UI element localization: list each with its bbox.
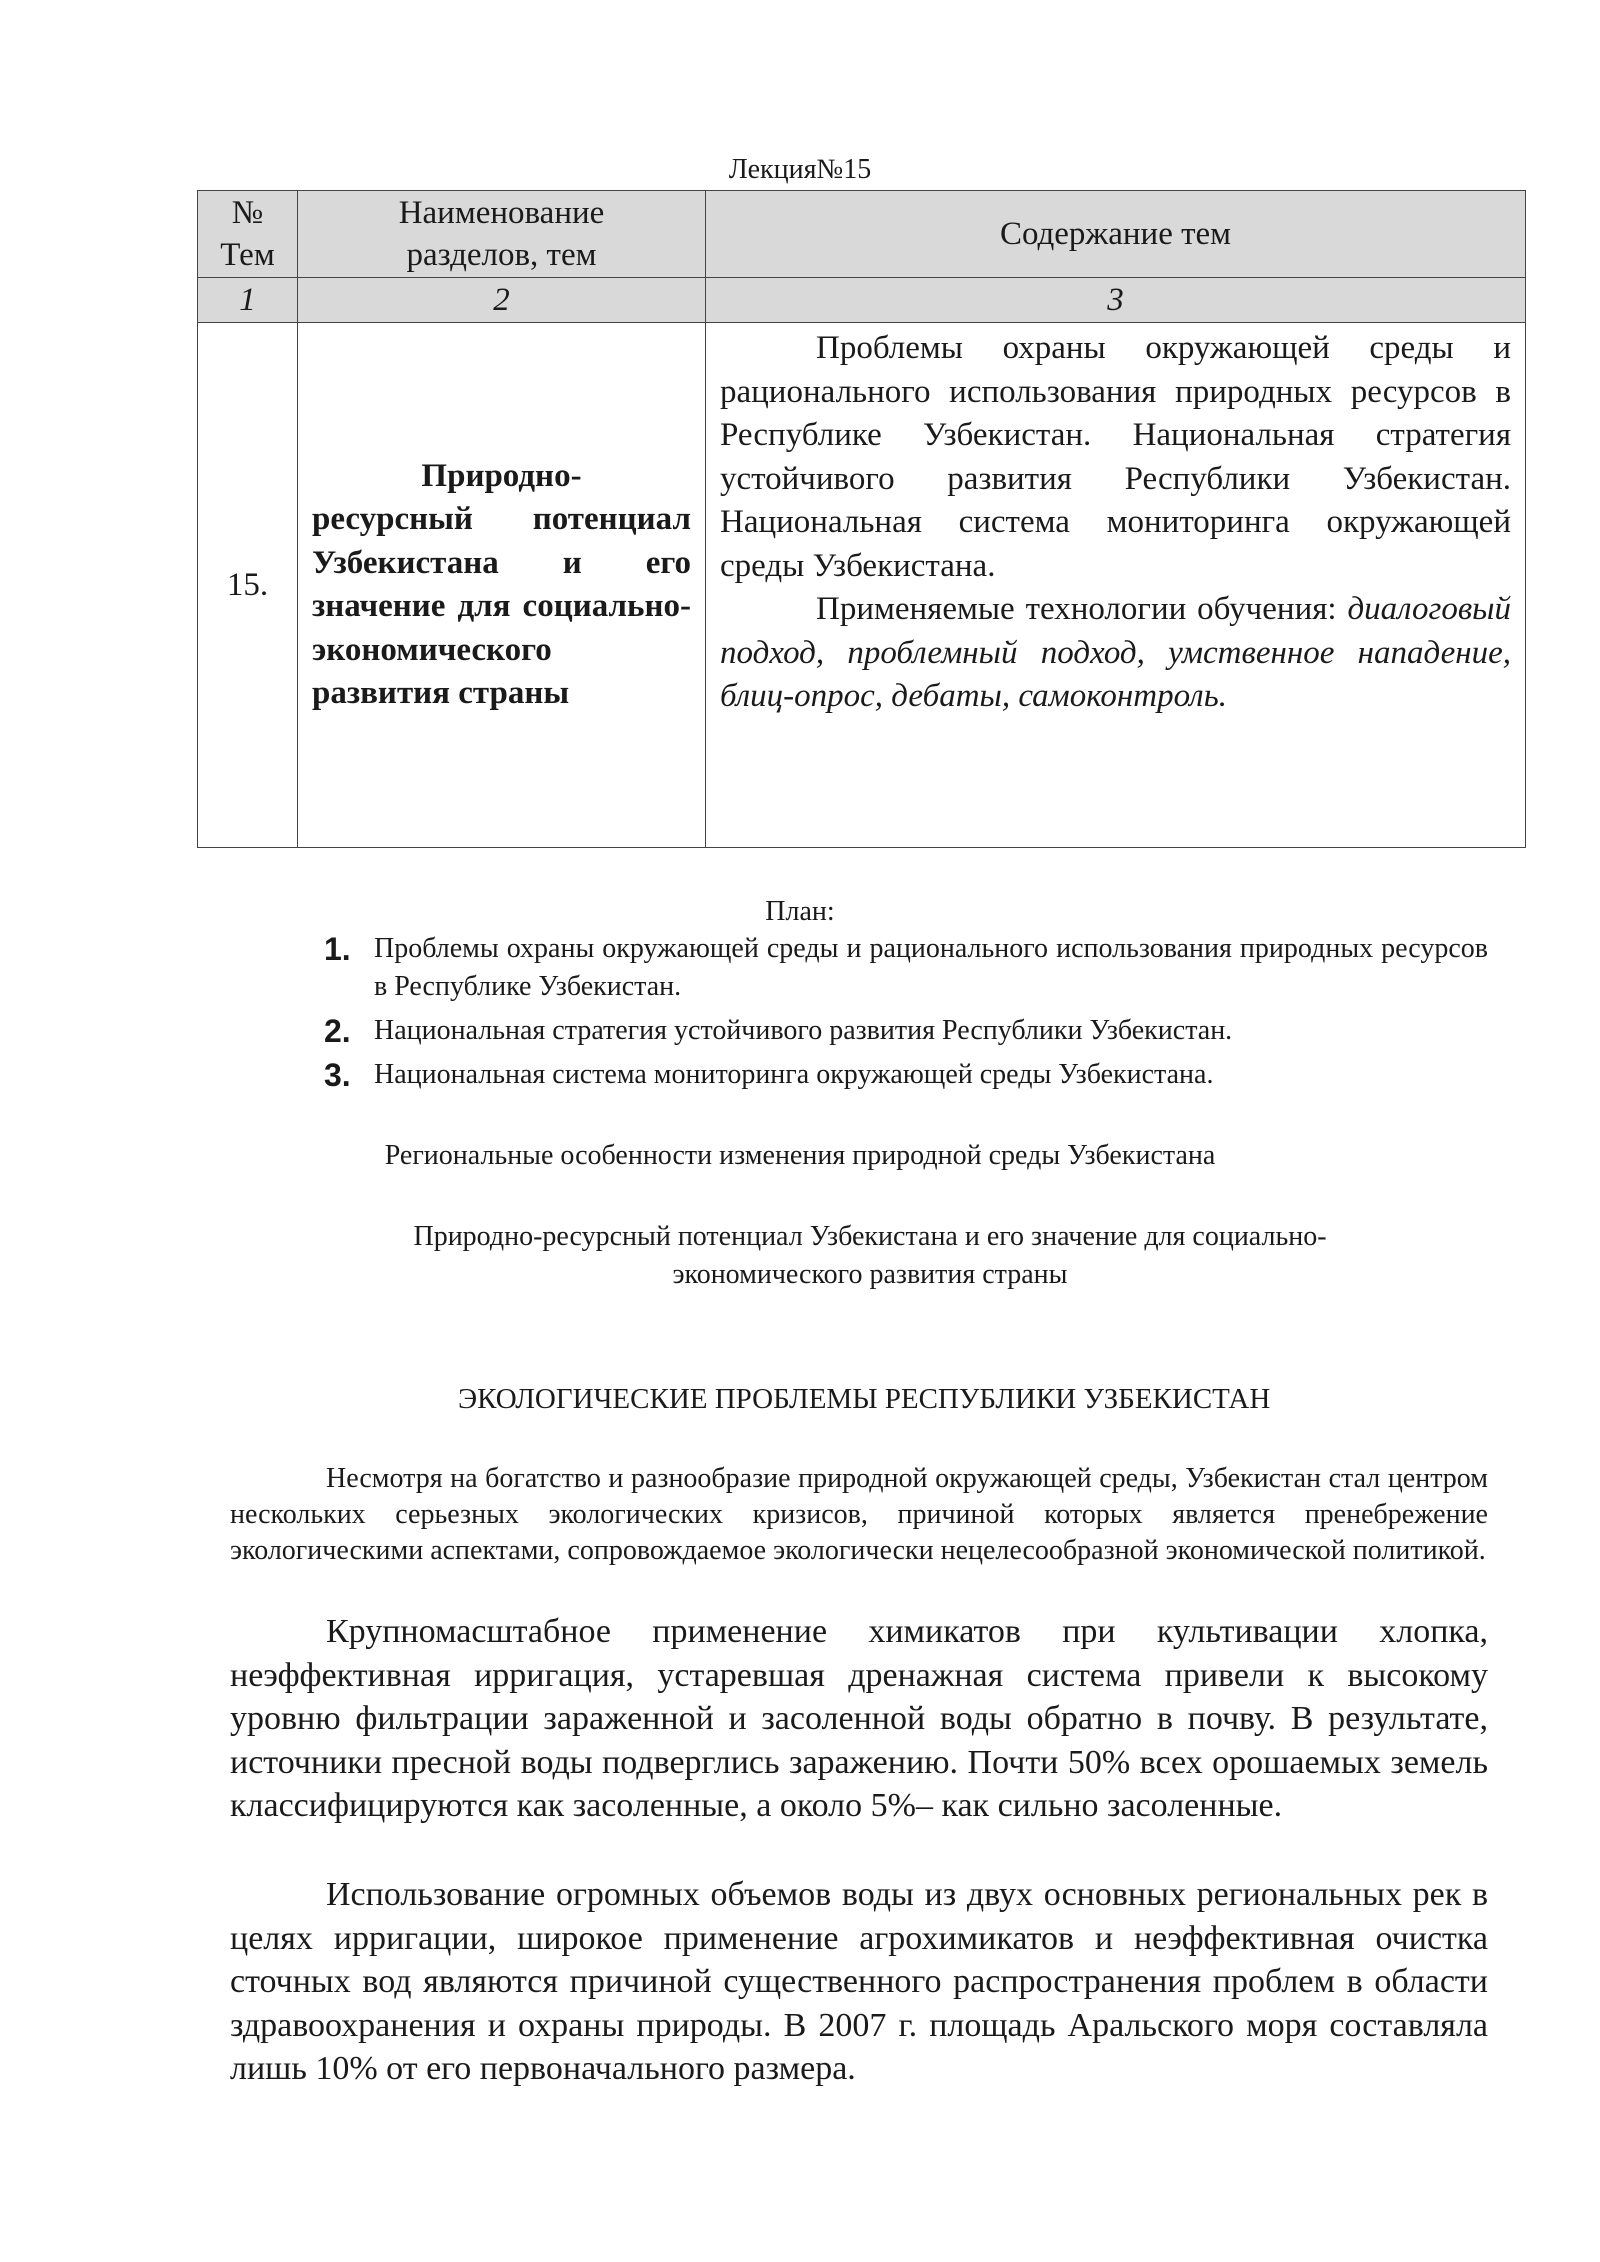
table-header-row: [198, 191, 1526, 278]
subtitle-resource-potential: Природно-ресурсный потенциал Узбекистана и его значение для социально-экономического развития страны: [413, 1221, 1327, 1290]
body-paragraph-2: Крупномасштабное применение химикатов при культивации хлопка, неэффективная ирригация, устаревшая дренажная система привели к высокому уровню фильтрации зараженной и засоленной воды обратно в почву. В результате, источники пресной воды подверглись заражению. Почти 50% всех орошаемых земель классифицируются как засоленные, а около 5%– как сильно засоленные.: [230, 1613, 1488, 1824]
index-cell-2: 2: [298, 278, 706, 323]
topic-name-rest: ресурсный потенциал Узбекистана и его значение для социально-экономического развития страны: [312, 501, 691, 711]
plan-item-number: 2.: [324, 1013, 351, 1049]
body-paragraph-1: Несмотря на богатство и разнообразие природной окружающей среды, Узбекистан стал центром нескольких серьезных экологических кризисов, причиной которых является пренебрежение экологическими аспектами, сопровождаемое экологически нецелесообразной экономической политикой.: [230, 1463, 1488, 1566]
body-paragraph-3: Использование огромных объемов воды из двух основных региональных рек в целях ирригации, широкое применение агрохимикатов и неэффективная очистка сточных вод являются причиной существенного распространения проблем в области здравоохранения и охраны природы. В 2007 г. площадь Аральского моря составляла лишь 10% от его первоначального размера.: [230, 1876, 1488, 2087]
index-cell-1: 1: [198, 278, 298, 323]
list-item: [320, 1056, 1488, 1094]
topic-name: [298, 323, 706, 848]
table-index-row: [198, 278, 1526, 323]
header-number: № Тем: [198, 191, 298, 278]
plan-title: План:: [765, 896, 835, 927]
topic-name-first: Природно-: [421, 457, 582, 494]
topic-number: 15.: [198, 323, 298, 848]
plan-item-text: Национальная стратегия устойчивого развития Республики Узбекистан.: [374, 1015, 1233, 1046]
plan-item-text: Национальная система мониторинга окружающей среды Узбекистана.: [374, 1059, 1214, 1090]
index-cell-3: 3: [706, 278, 1526, 323]
topic-content-paragraph-2: [720, 588, 1511, 719]
plan-item-number: 3.: [324, 1057, 351, 1093]
section-heading-text: ЭКОЛОГИЧЕСКИЕ ПРОБЛЕМЫ РЕСПУБЛИКИ УЗБЕКИСТАН: [458, 1383, 1271, 1415]
list-item: [320, 930, 1488, 1006]
header-section-name: Наименование разделов, тем: [298, 191, 706, 278]
table-row: [198, 323, 1526, 848]
plan-item-text: Проблемы охраны окружающей среды и рационального использования природных ресурсов в Республике Узбекистан.: [374, 933, 1488, 1002]
teaching-methods-list: диалоговый подход, проблемный подход, умственное нападение, блиц-опрос, дебаты, самоконтроль.: [720, 591, 1511, 714]
section-heading: [0, 1380, 1600, 1418]
teaching-methods-lead: Применяемые технологии обучения:: [816, 591, 1348, 627]
plan-list: [320, 930, 1488, 1100]
lecture-title: Лекция№15: [728, 154, 872, 185]
topic-content: [706, 323, 1526, 848]
plan-item-number: 1.: [324, 931, 351, 967]
subtitle-regional-features: Региональные особенности изменения природной среды Узбекистана: [384, 1140, 1216, 1171]
topics-table: [197, 190, 1526, 848]
topic-content-paragraph-1: Проблемы охраны окружающей среды и рационального использования природных ресурсов в Республике Узбекистан. Национальная стратегия устойчивого развития Республики Узбекистан. Национальная система мониторинга окружающей среды Узбекистана.: [720, 330, 1511, 584]
header-content: Содержание тем: [706, 191, 1526, 278]
list-item: [320, 1012, 1488, 1050]
